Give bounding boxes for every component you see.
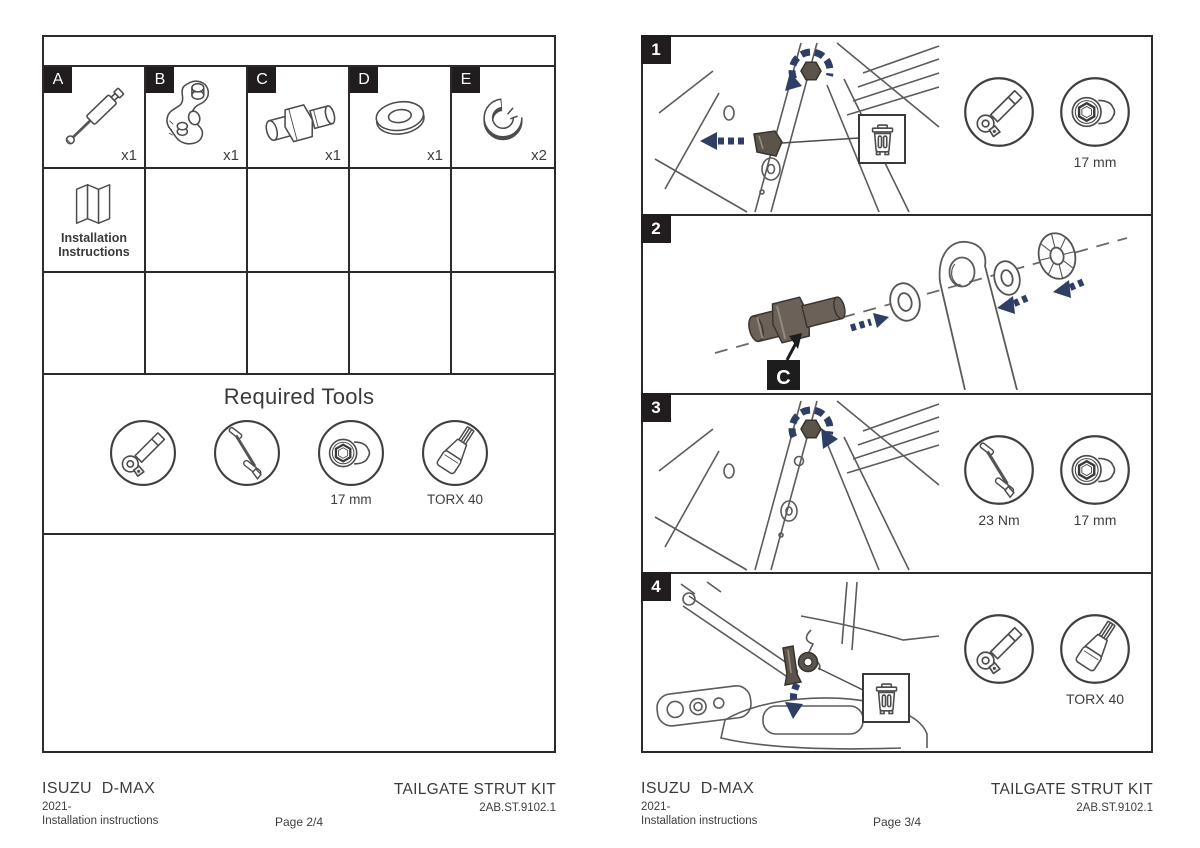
empty-cell [452, 273, 554, 373]
empty-cell [248, 273, 350, 373]
model-year: 2021- [641, 801, 671, 813]
part-letter-badge: D [350, 67, 378, 93]
step-number-badge: 4 [641, 572, 671, 601]
tool-ratchet [104, 418, 182, 507]
empty-cell [452, 169, 554, 271]
part-cell-c [248, 67, 350, 167]
step-2-panel [641, 214, 1153, 395]
socket-size-label: 17 mm [330, 492, 372, 507]
tool-socket [1055, 433, 1135, 528]
tool-torx [1055, 612, 1135, 707]
tool-ratchet [959, 612, 1039, 707]
step-1-panel [641, 35, 1153, 216]
tool-torque-driver [208, 418, 286, 507]
parts-table-header-row [44, 37, 554, 67]
torx-bit-icon [420, 418, 490, 488]
socket-size-label: 17 mm [1073, 512, 1117, 528]
tool-torque-driver [959, 433, 1039, 528]
step1-tools [959, 75, 1135, 170]
product-title: TAILGATE STRUT KIT [990, 781, 1153, 798]
ratchet-wrench-icon [962, 75, 1036, 149]
step-number-badge: 3 [641, 393, 671, 422]
left-page-footer [42, 780, 556, 830]
empty-cell [44, 273, 146, 373]
required-tools-row [44, 418, 554, 507]
product-title: TAILGATE STRUT KIT [393, 781, 556, 798]
part-cell-a [44, 67, 146, 167]
socket-size-label: 17 mm [1073, 154, 1117, 170]
ratchet-wrench-icon [962, 612, 1036, 686]
part-letter-badge: E [452, 67, 480, 93]
parts-page [42, 35, 556, 753]
torque-driver-icon [962, 433, 1036, 507]
part-letter-badge: C [248, 67, 276, 93]
socket-icon [1058, 75, 1132, 149]
manual-row [44, 169, 554, 273]
steps-page [641, 35, 1153, 753]
required-tools-section [44, 375, 554, 535]
torque-value-label: 23 Nm [978, 512, 1020, 528]
model-year: 2021- [42, 801, 72, 813]
part-ref-label: C [776, 367, 791, 389]
brand-model: ISUZU D-MAX [641, 780, 755, 797]
tool-ratchet [959, 75, 1039, 170]
step2-install-stud-illustration [655, 220, 1139, 390]
ratchet-wrench-icon [108, 418, 178, 488]
tool-socket [312, 418, 390, 507]
part-qty: x1 [325, 147, 341, 164]
part-cell-d [350, 67, 452, 167]
part-code: 2AB.ST.9102.1 [1076, 802, 1153, 814]
torx-size-label: TORX 40 [1065, 691, 1125, 707]
tool-torx [416, 418, 494, 507]
step3-tools [959, 433, 1135, 528]
required-tools-title: Required Tools [223, 384, 375, 409]
socket-icon [316, 418, 386, 488]
empty-cell [248, 169, 350, 271]
manual-cell [44, 169, 146, 271]
torque-driver-icon [212, 418, 282, 488]
tool-socket [1055, 75, 1135, 170]
socket-icon [1058, 433, 1132, 507]
torx-size-label: TORX 40 [426, 492, 484, 507]
brand-model: ISUZU D-MAX [42, 780, 156, 797]
empty-cell [350, 169, 452, 271]
torx-bit-icon [1058, 612, 1132, 686]
part-letter-badge: A [44, 67, 72, 93]
part-qty: x1 [223, 147, 239, 164]
step4-tools [959, 612, 1135, 707]
empty-cell [146, 273, 248, 373]
step1-remove-nut-illustration [651, 41, 941, 213]
empty-cell [350, 273, 452, 373]
step-number-badge: 2 [641, 214, 671, 243]
page-number: Page 3/4 [872, 815, 922, 829]
part-cell-e [452, 67, 554, 167]
step-number-badge: 1 [641, 35, 671, 64]
part-cell-b [146, 67, 248, 167]
right-page-footer [641, 780, 1153, 830]
doc-type: Installation instructions [641, 815, 758, 827]
parts-row [44, 67, 554, 169]
part-qty: x1 [121, 147, 137, 164]
part-letter-badge: B [146, 67, 174, 93]
part-qty: x1 [427, 147, 443, 164]
notes-empty-area [44, 535, 554, 751]
doc-type: Installation instructions [42, 815, 159, 827]
blank-row [44, 273, 554, 375]
step-4-panel [641, 572, 1153, 753]
installation-manual-icon [72, 181, 116, 227]
part-code: 2AB.ST.9102.1 [479, 802, 556, 814]
step3-tighten-nut-illustration [651, 399, 941, 571]
step-3-panel [641, 393, 1153, 574]
page-number: Page 2/4 [274, 815, 324, 829]
part-qty: x2 [531, 147, 547, 164]
step4-remove-strut-clip-illustration [651, 578, 941, 753]
manual-label: Installation Instructions [58, 230, 130, 259]
empty-cell [146, 169, 248, 271]
